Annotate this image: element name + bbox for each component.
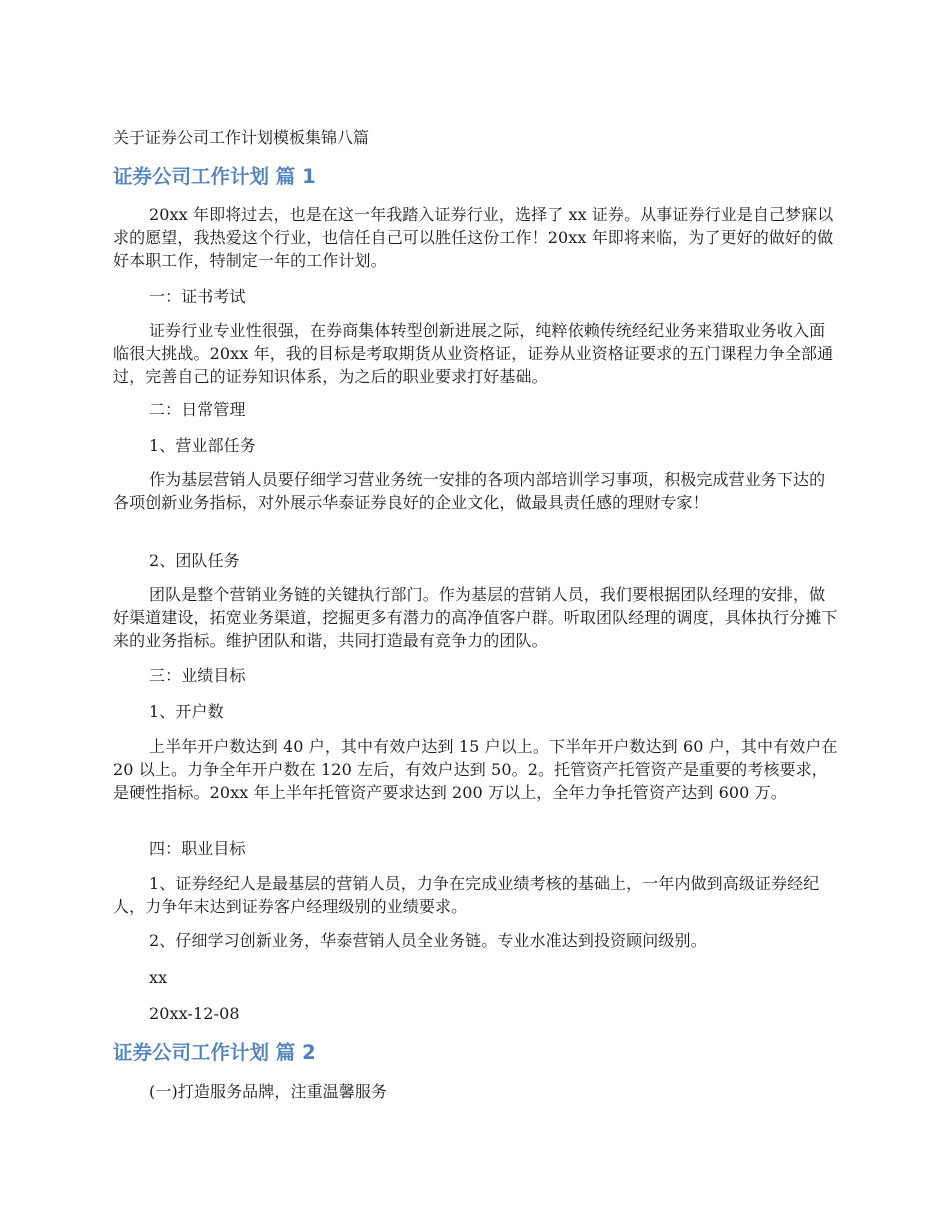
paragraph: 1、证券经纪人是最基层的营销人员，力争在完成业绩考核的基础上，一年内做到高级证券经纪人，力争年末达到证券客户经理级别的业绩要求。	[113, 874, 820, 916]
paragraph: 上半年开户数达到 40 户，其中有效户达到 15 户以上。下半年开户数达到 60 户，其中有效户在 20 以上。力争全年开户数在 120 左后，有效户达到 50。2。托管资产托管资产是重要的考核要求，是硬性指标。20xx 年上半年托管资产要求达到 200 万以上，全年力争托管资产达到 600 万。	[113, 737, 838, 802]
paragraph: (一)打造服务品牌，注重温馨服务	[149, 1082, 388, 1101]
subheading-performance-goals: 三：业绩目标	[149, 666, 246, 685]
subheading-certificate-exam: 一：证书考试	[149, 287, 246, 306]
section-heading-2: 证券公司工作计划 篇 2	[113, 1041, 316, 1064]
paragraph: 20xx 年即将过去，也是在这一年我踏入证券行业，选择了 xx 证券。从事证券行业是自己梦寐以求的愿望，我热爱这个行业，也信任自己可以胜任这份工作！20xx 年即将来临，为了更好的做好的做好本职工作，特制定一年的工作计划。	[113, 205, 834, 270]
paragraph: 作为基层营销人员要仔细学习营业务统一安排的各项内部培训学习事项，积极完成营业务下达的各项创新业务指标，对外展示华泰证券良好的企业文化，做最具责任感的理财专家！	[113, 470, 826, 512]
subheading-career-goals: 四：职业目标	[149, 839, 246, 858]
paragraph: 证券行业专业性很强，在券商集体转型创新进展之际，纯粹依赖传统经纪业务来猎取业务收入面临很大挑战。20xx 年，我的目标是考取期货从业资格证，证券从业资格证要求的五门课程力争全部通过，完善自己的证券知识体系，为之后的职业要求打好基础。	[113, 321, 834, 386]
subheading-account-count: 1、开户数	[149, 702, 224, 721]
signature-name: xx	[149, 968, 168, 987]
subheading-daily-management: 二：日常管理	[149, 400, 246, 419]
document-title: 关于证券公司工作计划模板集锦八篇	[113, 128, 370, 147]
paragraph: 团队是整个营销业务链的关键执行部门。作为基层的营销人员，我们要根据团队经理的安排，做好渠道建设，拓宽业务渠道，挖掘更多有潜力的高净值客户群。听取团队经理的调度，具体执行分摊下来的业务指标。维护团队和谐，共同打造最有竞争力的团队。	[113, 585, 838, 650]
section-heading-1: 证券公司工作计划 篇 1	[113, 165, 316, 188]
subheading-branch-task: 1、营业部任务	[149, 436, 256, 455]
subheading-team-task: 2、团队任务	[149, 551, 240, 570]
signature-date: 20xx-12-08	[149, 1004, 240, 1023]
paragraph: 2、仔细学习创新业务，华泰营销人员全业务链。专业水准达到投资顾问级别。	[149, 931, 707, 950]
